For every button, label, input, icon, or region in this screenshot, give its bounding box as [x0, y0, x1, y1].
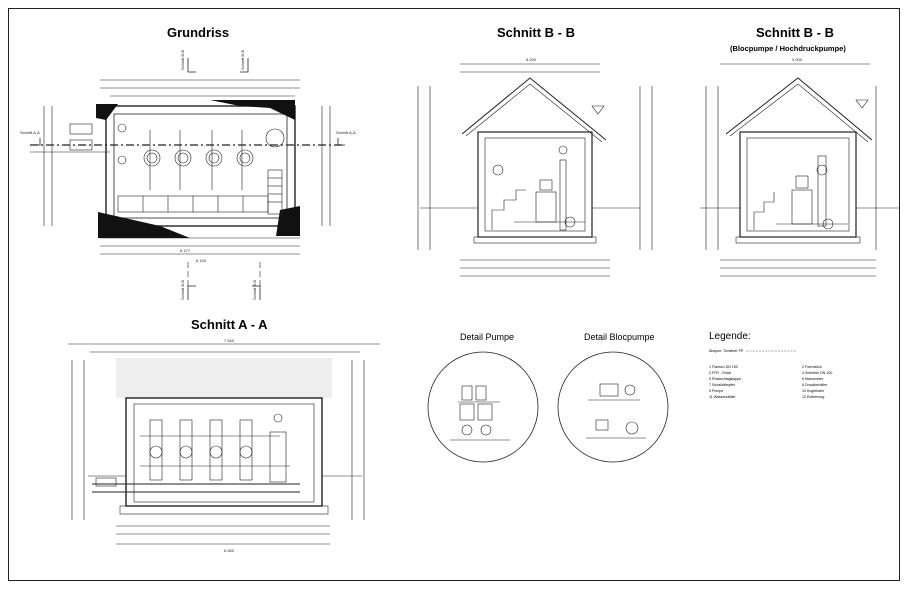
legend-item: 7 Schalldämpfer	[709, 383, 735, 387]
cut-b-top-left: Schnitt B-B	[180, 49, 185, 70]
grundriss-inner-dim: 6.177	[180, 248, 191, 253]
legend-items	[709, 364, 889, 400]
schnitt-bb-total-dim: 5.200	[526, 57, 537, 62]
legend-item: 4 Schieber DN 100	[802, 371, 833, 375]
schnitt-bb-section	[418, 57, 652, 276]
title-grundriss: Grundriss	[167, 25, 230, 40]
title-detail-pumpe: Detail Pumpe	[460, 332, 515, 342]
schnitt-aa-total-dim: 7.540	[224, 338, 235, 343]
legend-symbol-row: ○○○○○○○○○○○○○○○○	[746, 349, 797, 353]
cut-b-bottom-right: Schnitt B-B	[252, 279, 257, 300]
schnitt-aa-section	[68, 338, 380, 553]
schnitt-aa-bottom-dim: 6.450	[224, 548, 235, 553]
subtitle-blocpumpe: (Blocpumpe / Hochdruckpumpe)	[730, 44, 846, 53]
legend-item: 2 Formstück	[802, 365, 822, 369]
title-schnitt-aa: Schnitt A - A	[191, 317, 268, 332]
cut-a-right: Schnitt A-A	[336, 130, 356, 135]
title-schnitt-bb-blocpumpe: Schnitt B - B	[756, 25, 834, 40]
detail-pumpe	[428, 352, 538, 462]
title-detail-blocpumpe: Detail Blocpumpe	[584, 332, 655, 342]
title-schnitt-bb: Schnitt B - B	[497, 25, 575, 40]
title-legende: Legende:	[709, 331, 751, 342]
detail-blocpumpe	[558, 352, 668, 462]
cut-b-top-right: Schnitt B-B	[240, 49, 245, 70]
legend-block	[709, 348, 899, 400]
legend-item: 6 Manometer	[802, 377, 824, 381]
legend-item: 1 Flansch DN 150	[709, 365, 738, 369]
legend-item: 5 Rückschlagklappe	[709, 377, 742, 381]
legend-item: 11 Wasserzähler	[709, 395, 736, 399]
cut-a-left: Schnitt A-A	[20, 130, 40, 135]
schnitt-bb-block-section	[700, 57, 900, 276]
legend-item: 10 Kugelhahn	[802, 389, 825, 393]
legend-item: 8 Druckbehälter	[802, 383, 828, 387]
cut-b-bottom-left: Schnitt B-B	[180, 279, 185, 300]
legend-item: 9 Pumpe	[709, 389, 724, 393]
grundriss-total-dim: 6.100	[196, 258, 207, 263]
legend-row-label: Absperr. Schieber FP	[709, 349, 744, 353]
schnitt-bb-block-total-dim: 3.900	[792, 57, 803, 62]
legend-row-1	[709, 348, 899, 354]
grundriss-plan	[20, 50, 356, 300]
legend-item: 3 FFR - Stück	[709, 371, 732, 375]
legend-item: 12 Entleerung	[802, 395, 825, 399]
